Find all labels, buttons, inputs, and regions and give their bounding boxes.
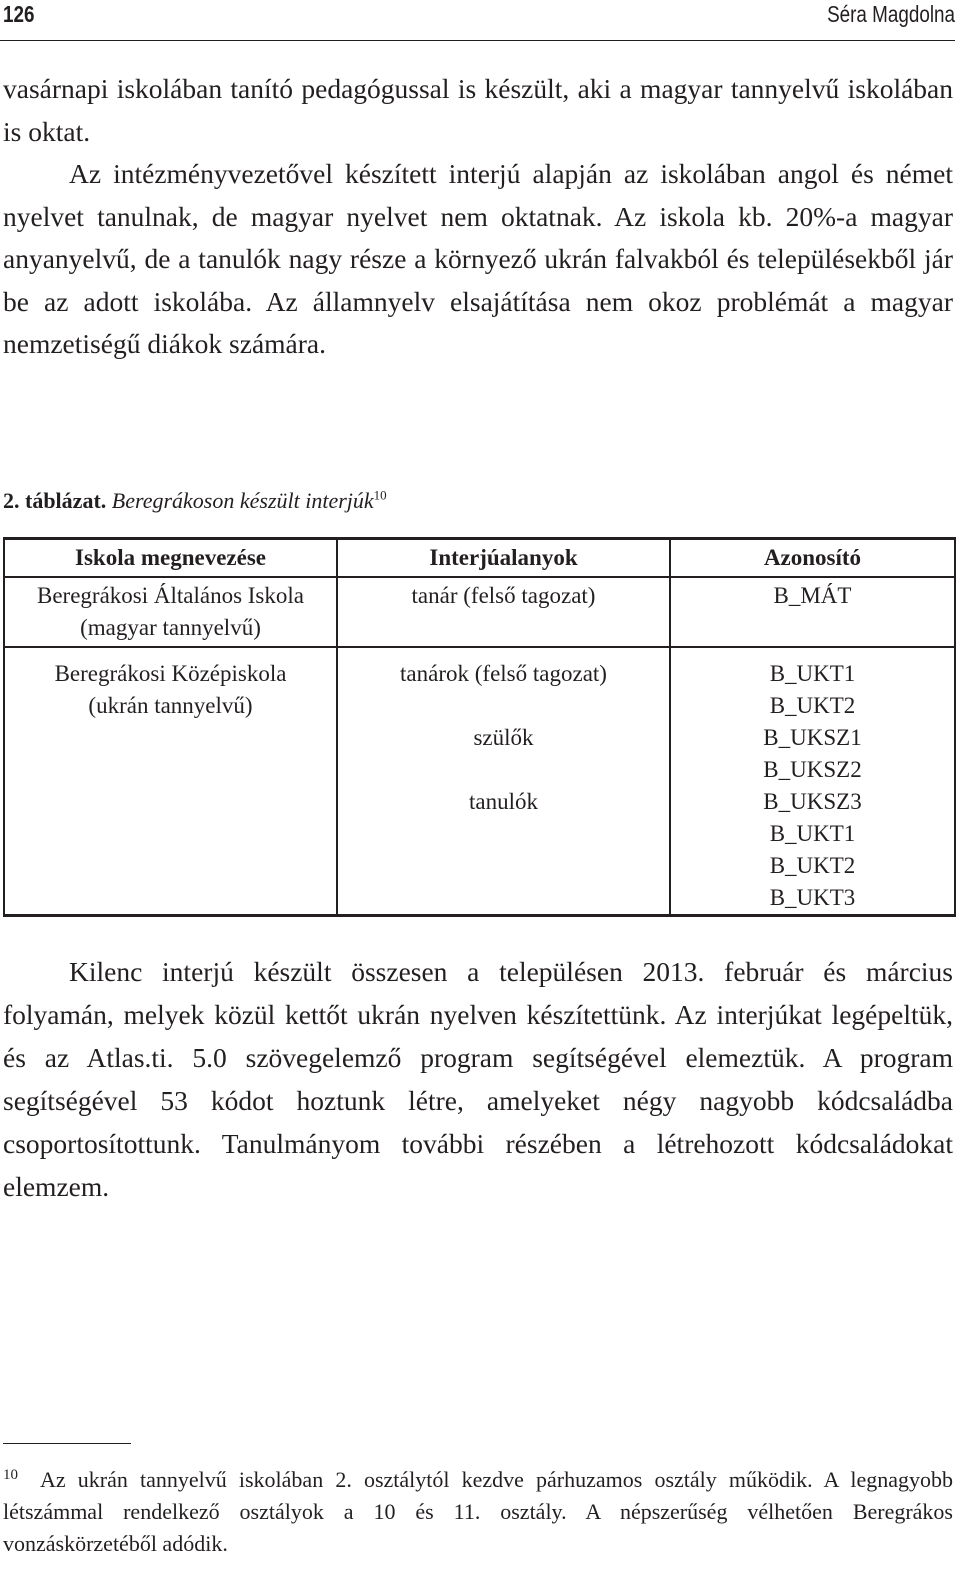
school-name: Beregrákosi Általános Iskola: [37, 583, 304, 608]
subject-item: szülők: [473, 725, 534, 750]
table-caption: [3, 488, 387, 514]
table-caption-number: 2. táblázat.: [3, 488, 107, 513]
subjects-cell: [337, 647, 670, 916]
id-cell: [670, 577, 955, 647]
paragraph-1-line-1: vasárnapi iskolában tanító pedagógussal is készült, aki a magyar tannyelvű iskolában is oktat.: [3, 73, 953, 147]
id-item: B_UKT3: [769, 885, 856, 910]
school-name: Beregrákosi Középiskola: [54, 661, 287, 686]
subject-item: tanárok (felső tagozat): [400, 661, 607, 686]
footnote-text: Az ukrán tannyelvű iskolában 2. osztálytól kezdve párhuzamos osztály működik. A legnagyobb létszámmal rendelkező osztályok a 10 és 11. osztály. A népszerűség vélhetően Beregrákos vonzáskörzetéből adódik.: [3, 1467, 953, 1556]
column-header-subjects: Interjúalanyok: [337, 539, 670, 578]
page-header: [0, 0, 955, 41]
id-cell: [670, 647, 955, 916]
school-cell: [4, 647, 337, 916]
id-item: B_MÁT: [773, 583, 852, 608]
subject-item: tanulók: [469, 789, 538, 814]
school-language: (ukrán tannyelvű): [88, 693, 253, 718]
table-row: [4, 647, 955, 916]
body-paragraph-2: [3, 950, 953, 1208]
id-item: B_UKT1: [769, 661, 856, 686]
footnote-divider: [3, 1443, 131, 1444]
paragraph-2-text: Kilenc interjú készült összesen a településen 2013. február és március folyamán, melyek közül kettőt ukrán nyelven készítettünk. Az interjúkat legépeltük, és az Atlas.ti. 5.0 szövegelemző program segítségével elemeztük. A program segítségével 53 kódot hoztunk létre, amelyeket négy nagyobb kódcsaládba csoportosítottunk. Tanulmányom további részében a létrehozott kódcsaládokat elemzem.: [3, 956, 953, 1202]
table-header-row: [4, 539, 955, 578]
footnote-mark: 10: [3, 1466, 18, 1483]
table-row: [4, 577, 955, 647]
id-item: B_UKSZ3: [763, 789, 862, 814]
id-item: B_UKT1: [769, 821, 856, 846]
id-item: B_UKT2: [769, 853, 856, 878]
footnote-reference: 10: [373, 487, 387, 503]
column-header-id: Azonosító: [670, 539, 955, 578]
id-item: B_UKSZ2: [763, 757, 862, 782]
subject-item: tanár (felső tagozat): [411, 583, 596, 608]
paragraph-1-line-2: Az intézményvezetővel készített interjú alapján az iskolában angol és német nyelvet tanulnak, de magyar nyelvet nem oktatnak. Az iskola kb. 20%-a magyar anyanyelvű, de a tanulók nagy része a környező ukrán falvakból és településekből jár be az adott iskolába. Az államnyelv elsajátítása nem okoz problémát a magyar nemzetiségű diákok számára.: [3, 158, 953, 359]
school-cell: [4, 577, 337, 647]
page-number: 126: [3, 1, 35, 27]
school-language: (magyar tannyelvű): [80, 615, 261, 640]
running-head-author: Séra Magdolna: [827, 1, 955, 27]
table-caption-title: Beregrákoson készült interjúk: [111, 488, 374, 513]
interviews-table: [3, 537, 956, 917]
subjects-cell: [337, 577, 670, 647]
id-item: B_UKSZ1: [763, 725, 862, 750]
id-item: B_UKT2: [769, 693, 856, 718]
column-header-school: Iskola megnevezése: [4, 539, 337, 578]
footnote: [3, 1464, 953, 1560]
body-paragraph-1: [3, 68, 953, 366]
